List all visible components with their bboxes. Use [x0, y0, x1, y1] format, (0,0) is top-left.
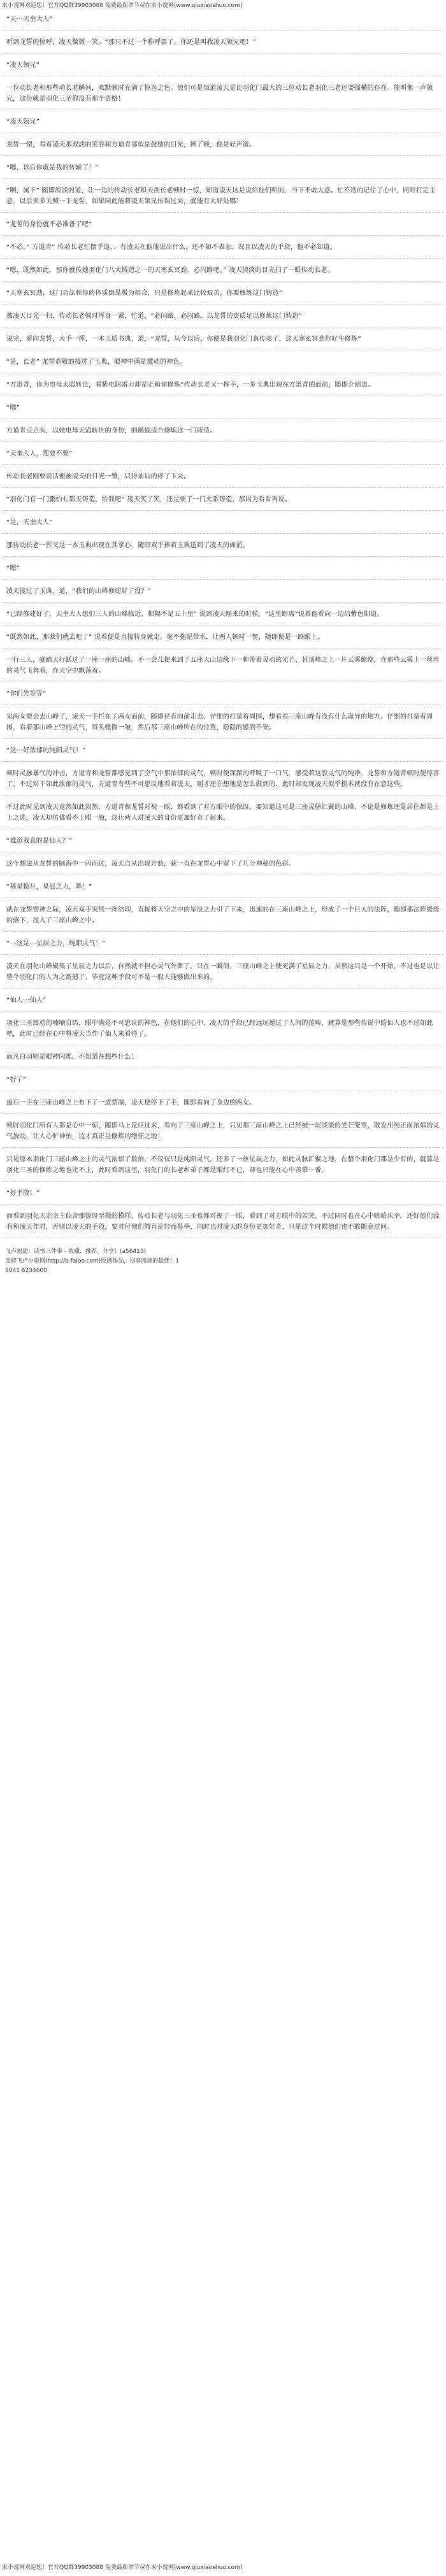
story-paragraph: “···这是···星辰之力，纯阳灵气！”	[3, 938, 443, 955]
story-paragraph: 羽化三圣震动的喃喃自语，眼中满是不可思议的神色，在他们的心中，凌天的手段已经远远超过了人间的范畴，就算是那些传说中的仙人也不过如此吧，此时已经在心中将凌天当作了仙人来看待了。	[3, 1018, 443, 1045]
story-paragraph: “仙人···仙人”	[3, 995, 443, 1012]
chapter-content	[0, 10, 446, 1238]
story-paragraph: “嗯，既然如此，那你就传她羽化门八大铸造之一的天寒玄冥劲。必闪路吧。” 凌天淡淡的目光扫了一眼传动长老。	[3, 265, 443, 282]
story-paragraph: “嗯，以后你就是我的传辅了！”	[3, 162, 443, 179]
site-footer-banner: 求小说网欢迎您！官方QQ群39903088 免费最新章节尽在求小说网(www.qiuxiaoshuo.com)	[2, 2565, 243, 2571]
footer-id-line: 5041 6234600	[5, 1268, 47, 1274]
story-paragraph: 听到龙誓的惊呼，凌天微微一笑。“那只不过一个称呼罢了，你还是叫我凌天领兄吧！”	[3, 37, 443, 54]
story-paragraph: 而看到羽化天宗宗主仙舍那惊讶至极的模样，传动长老与羽化三圣也都对视了一眼，看到了对方眼中的苦笑，不过同时也在心中暗暗庆幸。还好他们没有和凌天作对，否则以凌天的手段，要对付他们简直是轻而易举，同时也对凌天的身份更加好奇，只是这个时候他们也不敢随意过问。	[3, 1211, 443, 1238]
story-paragraph: “天奎大人，您要不要”	[3, 448, 443, 465]
story-paragraph: “天寒玄冥劲，这门功法和你的体质倒是极为相合，只是修炼起来比较艰苦，你要修练这门铸造”	[3, 288, 443, 304]
story-paragraph: “移星换月，星辰之力，降！”	[3, 882, 443, 898]
story-paragraph: 最后一手在三座山峰之上布下了一道禁制，凌天便停下了手，随即看向了身边的两女。	[3, 1098, 443, 1114]
story-paragraph: 就在龙誓愣神之际，凌天双手突然一阵结印，直接将天空之中的星辰之力引了下来，迅速的在三座山峰之上，形成了一个巨大的法阵，随即那法阵缓缓的落下，没入了三座山峰之中。	[3, 905, 443, 932]
story-paragraph: “是，长老” 龙誓恭敬的接过了玉典，眼神中满是激动的神色。	[3, 357, 443, 373]
story-paragraph: “你们先等等”	[3, 689, 443, 705]
story-paragraph: 这个想法从龙誓的脑海中一闪而过，凌天自从出现开始，就一直在龙誓心中留下了几分神秘的色彩。	[3, 859, 443, 875]
footer-support-link[interactable]	[5, 1257, 443, 1266]
story-paragraph: 说完，看向龙誓，大手一挥，一本玉质书典，道，“龙誓，从今以后，你便是我羽化门真传弟子，这天寒玄冥劲你好生修炼”	[3, 334, 443, 350]
story-paragraph: “这···好浓郁的纯阳灵气！”	[3, 745, 443, 762]
story-paragraph: “嗯”	[3, 403, 443, 419]
story-paragraph: 方道青点点头，以她电母天霞转世的身份，的确最适合修炼这一门铸造。	[3, 426, 443, 442]
story-paragraph: 凌天在羽化山峰聚集了星辰之力以后，自然就不担心灵气外泄了，只在一瞬间，三座山峰之上便充满了星辰之力，虽然这只是一个开始，不过也足以让整个羽化门的人为之震撼了，毕竟这种手段可不是一般人能够做出来的。	[3, 961, 443, 989]
story-paragraph: 顿时灵脉暴气的冲击，方道青和龙誓都感觉到了空气中那浓郁的灵气，顿时便深深的呼吸了一口气，感受着这股灵气的纯净，龙誓和方道青顿时便惊喜了。不过对于如此浓郁的灵气，方道青有些不可思议地看着凌天，刚才还在想他是怎么做到的，此时却发现凌天似乎根本就没有在意这些。	[3, 768, 443, 796]
story-paragraph: “是，天奎大人”	[3, 517, 443, 534]
story-paragraph: 传动长老刚要说话便被凌天的目光一瞥，只得讪讪的停了下来。	[3, 471, 443, 488]
story-paragraph: “嗯”	[3, 563, 443, 580]
story-paragraph: 凌天接过了玉典，道，“我们的山峰修建好了没？”	[3, 586, 443, 603]
story-paragraph: “凌天领兄”	[3, 60, 443, 76]
support-link[interactable]: 支持飞卢小说网(http://b.faloo.com)原创作品，尽享阅读的最佳！1	[5, 1258, 180, 1264]
story-paragraph: 那传动长老一挥又是一本玉典出现在其掌心，随即双手捧着玉典送到了凌天的面前。	[3, 540, 443, 557]
story-paragraph: “方道青，你为电母天霞转世，看紫电阴雷力却是正和你修炼”传动长老又一挥手，一步玉典出现在方道青的面前，随即介绍道。	[3, 380, 443, 396]
chapter-footer	[0, 1245, 446, 1276]
story-paragraph: 不过此时见到凌天竟然如此淡然，方道青和龙誓对视一眼，都看到了对方眼中的惊讶。要知道这可是三座灵脉汇聚的山峰，不论是修炼还是居住都是上上之选，凌天却仿佛看不上眼一般，这让两人对凌天的身份更加好奇了起来。	[3, 802, 443, 829]
story-paragraph: “难道我真的是仙人？”	[3, 836, 443, 852]
story-paragraph: “好了”	[3, 1075, 443, 1091]
story-paragraph: 一位动长老和那些动长老瞬间，欢默顿时充满了惊喜之色。他们可是知道凌天是比羽化门最大的三位动长老羽化三老还要强横的存在。能叫他一声领兄，这份就是羽化三圣都没有那个资格！	[3, 83, 443, 110]
footer-share-line: 飞卢福建：读书三件事 - 收藏、推荐、分享！(a56415)	[5, 1249, 147, 1255]
site-header-banner: 求小说网欢迎您！官方QQ群39903088 免费最新章节尽在求小说网(www.qiuxiaoshuo.com)	[2, 3, 243, 9]
story-paragraph: “天···天奎大人”	[3, 14, 443, 31]
story-paragraph: 顿时羽化门所有人都是心中一惊，随即马上反应过来，看向了三座山峰之上，只见那三座山峰之上已经被一层淡淡的光芒笼罩，散发出纯正而浓郁的灵气波动，让人心旷神怡，这才真正是修炼的绝佳之地！	[3, 1120, 443, 1148]
story-paragraph: 被凌天目光一扫，传动长老顿时浑身一紧，忙道，“必闪路，必闪路。以龙誓的资质足以修炼这门铸造”	[3, 311, 443, 327]
story-paragraph: “凌天领兄”	[3, 117, 443, 133]
story-paragraph: 龙誓一愣，看着凌天那双淡的笑容和方道青那似是鼓励的目光，顿了顿，便是好声道。	[3, 140, 443, 156]
story-paragraph: “不必。” 方道青” 传动长老忙摆手道，、有凌天在他能说出什么，还不如不表态。况且以凌天的手段，他不必知道。	[3, 242, 443, 259]
story-paragraph: “龙誓的身份就不必准备了吧”	[3, 219, 443, 236]
story-paragraph: “啊，属下” 随即淡淡的道，让一边的传动长老和天剑长老顿时一惊，知道凌天这是说给他们听的，当下不敢大意。忙不迭的记住了心中，同时打定主意，以后多多关照一下龙誓，如果同此能将凌天领兄传误过来，就能有大好处哪！	[3, 185, 443, 213]
story-paragraph: 而凡白羽则是眼神闪烁，不知道在想些什么！	[3, 1052, 443, 1068]
story-paragraph: “既然如此，那我们就去吧了” 说着便是直接转身就走。毫不拖泥带水，让两人顿时一愣，随即便是一路跟上。	[3, 632, 443, 648]
story-paragraph: 见两女要去去山峰了，凌天一手拦在了两女面前，随即径直向前走去，仔细的打量着周围，想看看三座山峰有没有什么诡异的地方。仔细的打量着周围，看着那山峰上空的灵气，眉头微微一皱，然后那三座山峰所在的位置，隐隐的感到不安。	[3, 712, 443, 739]
story-paragraph: 只见原本羽化门三座山峰之上的灵气浓郁了数倍，不仅仅只是纯阳灵气，还多了一丝星辰之力，如此灵脉汇聚之地，在整个羽化门都是少有的，就算是羽化三圣的修炼之地也比不上，此时看到这里，羽化门的长老和弟子都是眼红不已，却也只能在心中羡慕一番。	[3, 1154, 443, 1182]
story-paragraph: 一行三人，就踏天行跃过了一座一座的山峰。不一会儿便来到了五座大山边缘下一种带着灵动的光芒，其顶峰之上一片云雾缭绕，在那些云雾上一丝丝的灵气飞舞着，在天空中飘荡着。	[3, 655, 443, 682]
story-paragraph: “好手段！”	[3, 1188, 443, 1205]
story-paragraph: “羽化门有一门鹏怕七都天铸造，给我吧” 凌天笑了笑，还是要了一门火系铸造，那因为看看再说。	[3, 494, 443, 511]
story-paragraph: “已经修建好了，天奎大人您们三人的山峰临近，相隔不足五十里” 说到凌天刚来的时候，“这里距离”说着他看向一边的紫色阳道。	[3, 609, 443, 626]
